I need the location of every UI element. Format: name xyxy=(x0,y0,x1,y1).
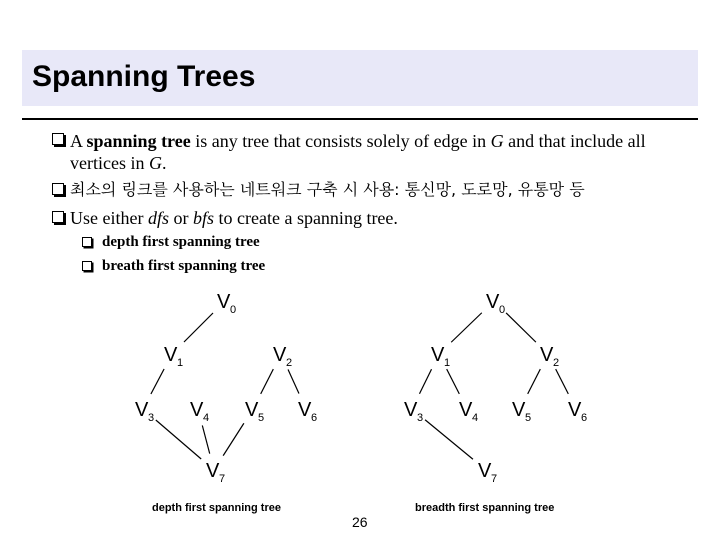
dfs-node-subscript: 1 xyxy=(177,357,184,369)
bullet-1-text-d: vertices in xyxy=(70,153,149,173)
sub-bullet-2: breath first spanning tree xyxy=(102,258,266,274)
dfs-node-subscript: 2 xyxy=(286,357,293,369)
bullet-1-text-e: . xyxy=(161,153,167,173)
bullet-3-text-c: to create a spanning tree. xyxy=(214,208,398,228)
bullet-1-graph-var: G xyxy=(490,131,504,151)
dfs-node-subscript: 4 xyxy=(203,412,210,424)
bfs-node-label: V xyxy=(486,291,500,313)
bfs-node-subscript: 0 xyxy=(499,304,506,316)
bullet-3-text-a: Use either xyxy=(70,208,148,228)
dfs-node-label: V xyxy=(190,399,204,421)
bfs-node-label: V xyxy=(540,344,554,366)
dfs-node-subscript: 6 xyxy=(311,412,318,424)
bfs-node-label: V xyxy=(404,399,418,421)
dfs-node-label: V xyxy=(273,344,287,366)
dfs-node-label: V xyxy=(164,344,178,366)
bullet-1-term: spanning tree xyxy=(86,131,191,151)
bullet-3-dfs: dfs xyxy=(147,208,169,228)
dfs-tree xyxy=(126,284,323,514)
bfs-node-label: V xyxy=(512,399,526,421)
bfs-node-subscript: 5 xyxy=(525,412,532,424)
bfs-node-subscript: 2 xyxy=(553,357,560,369)
bullet-1-graph-var-2: G xyxy=(148,153,162,173)
bullet-2: 최소의 링크를 사용하는 네트워크 구축 시 사용: 통신망, 도로망, 유통망 등 xyxy=(70,180,585,199)
slide-title: Spanning Trees xyxy=(32,60,256,93)
bullet-1-text-c: and that include all xyxy=(503,131,646,151)
dfs-node-subscript: 7 xyxy=(219,473,226,485)
bfs-node-subscript: 1 xyxy=(444,357,451,369)
bfs-node-subscript: 6 xyxy=(581,412,588,424)
bfs-caption: breadth first spanning tree xyxy=(415,502,555,514)
dfs-node-subscript: 5 xyxy=(258,412,265,424)
dfs-node-label: V xyxy=(135,399,149,421)
bullet-1-text-b: is any tree that consists solely of edge in xyxy=(190,131,491,151)
sub-bullet-1: depth first spanning tree xyxy=(102,234,260,250)
dfs-node-label: V xyxy=(217,291,231,313)
dfs-caption: depth first spanning tree xyxy=(152,502,281,514)
bfs-tree xyxy=(395,284,593,514)
dfs-node-label: V xyxy=(298,399,312,421)
bfs-node-label: V xyxy=(431,344,445,366)
dfs-node-subscript: 3 xyxy=(148,412,155,424)
dfs-node-label: V xyxy=(206,460,220,482)
dfs-node-subscript: 0 xyxy=(230,304,237,316)
bfs-node-subscript: 3 xyxy=(417,412,424,424)
page-number: 26 xyxy=(352,514,368,530)
dfs-node-label: V xyxy=(245,399,259,421)
bullet-1-text-a: A xyxy=(70,131,87,151)
bfs-node-label: V xyxy=(568,399,582,421)
bullet-3-bfs: bfs xyxy=(192,208,214,228)
bfs-node-label: V xyxy=(478,460,492,482)
bullet-3-text-b: or xyxy=(168,208,193,228)
bfs-node-subscript: 4 xyxy=(472,412,479,424)
bfs-node-label: V xyxy=(459,399,473,421)
bfs-node-subscript: 7 xyxy=(491,473,498,485)
